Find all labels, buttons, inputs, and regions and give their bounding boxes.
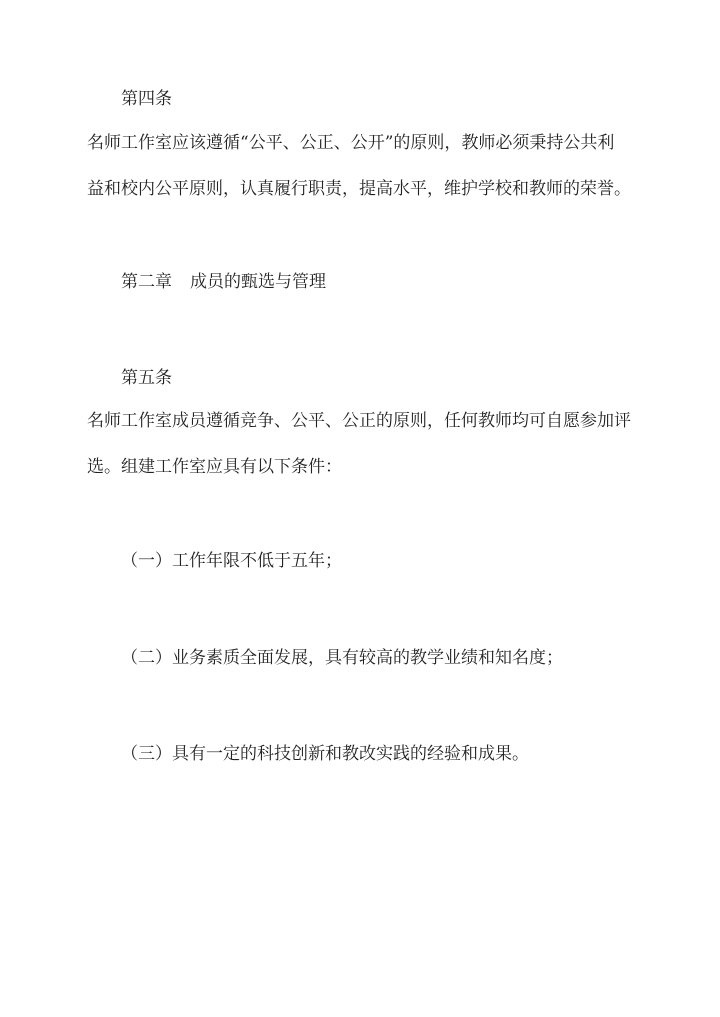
condition-item-1: （一）工作年限不低于五年； <box>121 551 342 571</box>
article-5-heading: 第五条 <box>121 368 172 388</box>
condition-item-2: （二）业务素质全面发展，具有较高的教学业绩和知名度； <box>121 648 563 668</box>
article-4-text-line-1: 名师工作室应该遵循“公平、公正、公开”的原则，教师必须秉持公共利 <box>87 133 615 153</box>
article-5-text-line-2: 选。组建工作室应具有以下条件： <box>87 457 342 477</box>
chapter-2-heading <box>121 271 326 293</box>
article-4-heading: 第四条 <box>121 89 172 109</box>
chapter-2-title: 成员的甄选与管理 <box>190 272 326 292</box>
article-5-text-line-1: 名师工作室成员遵循竞争、公平、公正的原则，任何教师均可自愿参加评 <box>87 411 631 431</box>
chapter-2-number: 第二章 <box>121 272 172 292</box>
condition-item-3: （三）具有一定的科技创新和教改实践的经验和成果。 <box>121 744 529 764</box>
article-4-text-line-2: 益和校内公平原则，认真履行职责，提高水平，维护学校和教师的荣誉。 <box>87 179 631 199</box>
